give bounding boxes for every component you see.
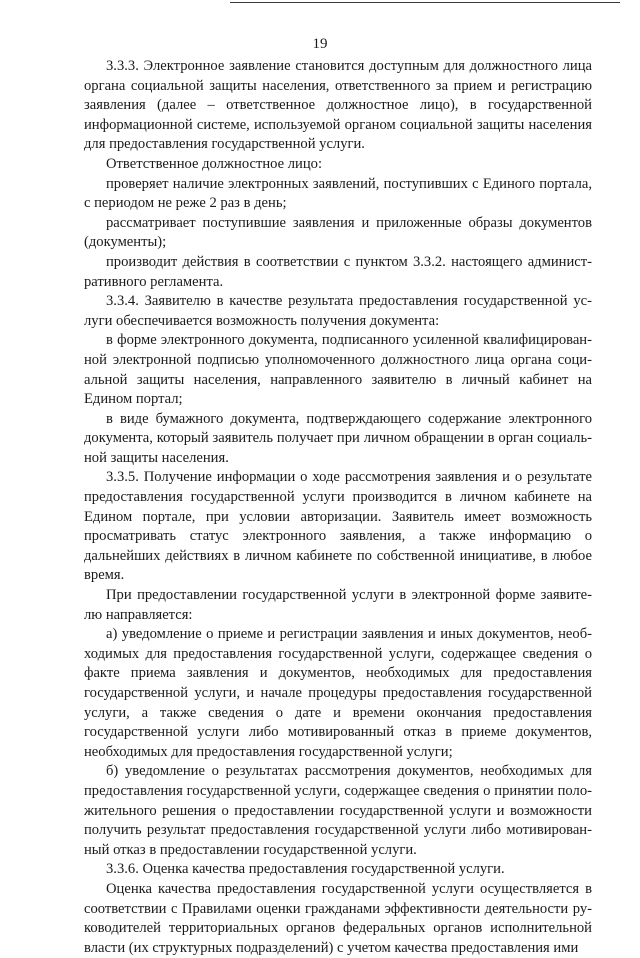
- paragraph-electronic-document: в форме электронного документа, подписанного усиленной квалифицированной электронной подписью уполномоченного должностного лица органа социальной защиты населения, направленного заявителю в личный кабинет на Едином портал;: [84, 332, 592, 408]
- paragraph-3-3-3: 3.3.3. Электронное заявление становится доступным для должностного лица органа социальной защиты населения, ответственного за прием и регистрацию заявления (далее – ответственное должностное лицо), в государственной информационной системе, используемой органом социальной защиты населения для предоставления государственной услуги.: [84, 58, 592, 153]
- page-number: 19: [312, 36, 328, 52]
- paragraph-reviews-applications: рассматривает поступившие заявления и приложенные образы документов (документы);: [84, 214, 592, 251]
- paragraph-checks-applications: проверяет наличие электронных заявлений, поступивших с Единого портала, с периодом не реже 2 раз в день;: [84, 175, 592, 212]
- paragraph-responsible-official: Ответственное должностное лицо:: [106, 155, 322, 172]
- document-body: [84, 57, 592, 958]
- paragraph-3-3-6: 3.3.6. Оценка качества предоставления государственной услуги.: [106, 861, 505, 878]
- paragraph-paper-document: в виде бумажного документа, подтверждающего содержание электронного документа, который заявитель получает при личном обращении в орган социальной защиты населения.: [84, 410, 592, 466]
- paragraph-3-3-4: 3.3.4. Заявителю в качестве результата предоставления государственной услуги обеспечивается возможность получения документа:: [84, 293, 592, 329]
- paragraph-notice-b: б) уведомление о результатах рассмотрения документов, необходимых для предоставления государственной услуги, содержащее сведения о принятии положительного решения о предоставлении государственной услуги и возможности получить результат предоставления государственной услуги либо мотивированный отказ в предоставлении государственной услуги.: [84, 763, 592, 858]
- paragraph-performs-actions: производит действия в соответствии с пунктом 3.3.2. настоящего административного регламента.: [84, 253, 592, 290]
- paragraph-3-3-5: 3.3.5. Получение информации о ходе рассмотрения заявления и о результате предоставления государственной услуги производится в личном кабинете на Едином портале, при условии авторизации. Заявитель имеет возможность просматривать статус электронного заявления, а также информацию о дальнейших действиях в личном кабинете по собственной инициативе, в любое время.: [84, 469, 592, 584]
- paragraph-notice-a: а) уведомление о приеме и регистрации заявления и иных документов, необходимых для предоставления государственной услуги, содержащее сведения о факте приема заявления и документов, необходимых для предоставления государственной услуги, и начале процедуры предоставления государственной услуги, а также сведения о дате и времени окончания предоставления государственной услуги либо мотивированный отказ в приеме документов, необходимых для предоставления государственной услуги;: [84, 626, 592, 760]
- top-rule: [230, 2, 620, 3]
- paragraph-applicant-notified: При предоставлении государственной услуги в электронной форме заявителю направляется:: [84, 587, 592, 623]
- paragraph-quality-assessment: Оценка качества предоставления государственной услуги осуществляется в соответствии с Правилами оценки гражданами эффективности деятельности руководителей территориальных органов федеральных органов исполнительной власти (их структурных подразделений) с учетом качества предоставления ими: [84, 880, 592, 956]
